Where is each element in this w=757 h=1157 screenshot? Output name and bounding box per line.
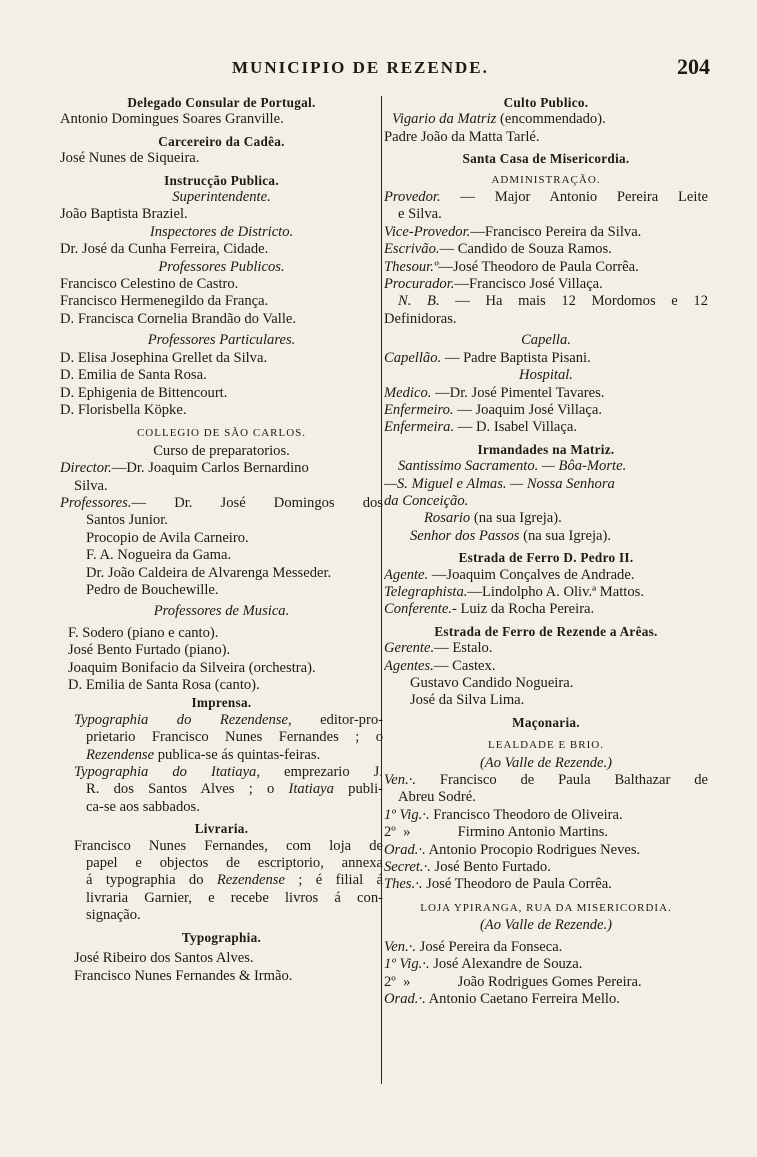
running-title: MUNICIPIO DE REZENDE. [232, 58, 489, 77]
nb-line [384, 293, 708, 310]
lodge-officer [384, 789, 708, 806]
college-course: Curso de preparatorios. [153, 442, 290, 459]
hospital-label: Hospital. [519, 367, 573, 384]
private-teacher: D. Emilia de Santa Rosa. [60, 367, 207, 384]
press-paper: Rezendense [86, 746, 155, 763]
treasurer-line [384, 259, 708, 276]
officer-role: Secret.·. [384, 859, 431, 876]
press-name: Typographia do Rezendense [74, 711, 288, 728]
private-teachers-label: Professores Particulares. [147, 332, 296, 349]
typography-heading: Typographia. [181, 929, 262, 945]
provedor-line-cont: e Silva. [398, 206, 442, 223]
professor: Procopio de Avila Carneiro. [86, 529, 249, 546]
press-text: publi- [333, 781, 383, 798]
college-heading: COLLEGIO DE SÃO CARLOS. [136, 427, 307, 440]
attorney-line [384, 276, 708, 293]
officer-name: João Rodrigues Gomes Pereira. [454, 973, 642, 990]
press-name: Typographia do Itatiaya [74, 764, 257, 781]
vice-name: —Francisco Pereira da Silva. [470, 223, 642, 240]
press-entry-cont: prietario Francisco Nunes Fernandes ; o [86, 729, 383, 746]
chaplain-name: — Padre Baptista Pisani. [441, 349, 591, 366]
left-column [60, 94, 383, 985]
lodge-officer [384, 956, 708, 973]
press-text: , emprezario J. [256, 764, 383, 781]
press-entry-cont: ca-se aos sabbados. [86, 798, 200, 815]
lodge-officer [384, 824, 708, 841]
lodge-officer [384, 859, 708, 876]
treasurer-role: Thesour.º [384, 258, 439, 275]
passos-name: Senhor dos Passos [410, 527, 520, 544]
lodge2-place: (Ao Valle de Rezende.) [479, 917, 613, 934]
bookshop-fragment: á typographia do [86, 872, 217, 889]
music-teacher: F. Sodero (piano e canto). [68, 624, 219, 641]
agent-line [384, 567, 708, 584]
lodge1-place: (Ao Valle de Rezende.) [479, 754, 613, 771]
manager-name: — Estalo. [434, 640, 493, 657]
masonry-heading: Maçonaria. [512, 714, 580, 730]
officer-name: Abreu Sodré. [398, 789, 476, 806]
press-entry [60, 764, 383, 781]
professor: Pedro de Bouchewille. [86, 581, 219, 598]
bookshop-text: papel e objectos de escriptorio, annexa [86, 855, 383, 872]
professor: F. A. Nogueira da Gama. [86, 547, 232, 564]
director-line [60, 460, 383, 477]
lodge-officer [384, 842, 708, 859]
press-paper: Itatiaya [288, 781, 334, 798]
bookshop-fragment: ; é filial á [284, 872, 383, 889]
bookshop-heading: Livraria. [194, 821, 249, 837]
director-role: Director. [60, 460, 112, 477]
lodge-officer [384, 939, 708, 956]
professor: Dr. João Caldeira de Alvarenga Messeder. [86, 564, 332, 581]
director-name: —Dr. Joaquim Carlos Bernardino [111, 460, 309, 477]
brotherhoods-text: da Conceição. [384, 492, 469, 509]
jailer-name: José Nunes de Siqueira. [60, 150, 200, 167]
consul-heading: Delegado Consular de Portugal. [127, 95, 316, 110]
doctor-name: —Dr. José Pimentel Tavares. [431, 384, 605, 401]
rosario-note: (na sua Igreja). [470, 510, 562, 527]
officer-name: José Pereira da Fonseca. [416, 938, 563, 955]
manager-line [384, 640, 708, 657]
private-teacher: D. Elisa Josephina Grellet da Silva. [60, 349, 268, 366]
nb-label: N. B. [398, 293, 440, 310]
agent-entry: José da Silva Lima. [410, 692, 525, 709]
nurse-m-role: Enfermeiro. [384, 401, 454, 418]
brotherhoods-text: —S. Miguel e Almas. — Nossa Senhora [384, 475, 615, 492]
treasurer-name: —José Theodoro de Paula Corrêa. [438, 258, 639, 275]
typography-entry: José Ribeiro dos Santos Alves. [74, 950, 254, 967]
telegraph-line [384, 584, 708, 601]
attorney-name: —Francisco José Villaça. [454, 276, 603, 293]
professors-name: — Dr. José Domingos dos [131, 494, 383, 511]
attorney-role: Procurador. [384, 276, 455, 293]
provedor-role: Provedor. [384, 189, 441, 206]
administration-label: ADMINISTRAÇÃO. [491, 173, 601, 186]
officer-role: Ven.·. [384, 772, 417, 789]
bookshop-paper: Rezendense [216, 872, 285, 889]
clerk-name: — Candido de Souza Ramos. [439, 241, 612, 258]
officer-name: José Bento Furtado. [430, 859, 551, 876]
public-teacher: Francisco Hermenegildo da França. [60, 293, 269, 310]
officer-name: Antonio Procopio Rodrigues Neves. [425, 841, 641, 858]
lodge-officer [384, 991, 708, 1008]
agents-role: Agentes. [384, 657, 434, 674]
music-teachers-label: Professores de Musica. [153, 603, 290, 620]
worship-heading: Culto Publico. [503, 95, 589, 110]
professors-role: Professores. [60, 494, 132, 511]
officer-name: José Theodoro de Paula Corrêa. [422, 876, 612, 893]
music-teacher: Joaquim Bonifacio da Silveira (orchestra). [68, 659, 316, 676]
press-text: R. dos Santos Alves ; o [86, 781, 289, 798]
chaplain-role: Capellão. [384, 349, 442, 366]
vice-role: Vice-Provedor. [384, 223, 471, 240]
vicar-name: Padre João da Matta Tarlé. [384, 128, 540, 145]
rosario-name: Rosario [424, 510, 471, 527]
passos-line [384, 528, 708, 545]
vicar-role: Vigario da Matriz [392, 111, 497, 128]
page-number: 204 [677, 54, 710, 79]
agent-entry: Gustavo Candido Nogueira. [410, 675, 574, 691]
checker-role: Conferente. [384, 601, 452, 618]
agents-name: — Castex. [433, 657, 496, 674]
officer-role: Orad.·. [384, 990, 426, 1007]
press-text: publica-se ás quintas-feiras. [154, 746, 321, 763]
private-teacher: D. Ephigenia de Bittencourt. [60, 384, 228, 401]
bookshop-text: Francisco Nunes Fernandes, com loja de [74, 837, 383, 854]
nurse-m-name: — Joaquim José Villaça. [453, 401, 602, 418]
clerk-line [384, 241, 708, 258]
officer-name: Antonio Caetano Ferreira Mello. [425, 990, 620, 1007]
nb-text: — Ha mais 12 Mordomos e 12 [439, 293, 708, 310]
education-heading: Instrucção Publica. [164, 172, 279, 188]
brotherhoods-text: Santissimo Sacramento. — Bôa-Morte. [398, 458, 627, 475]
music-teacher: José Bento Furtado (piano). [68, 642, 231, 659]
public-teacher: D. Francisca Cornelia Brandão do Valle. [60, 310, 297, 327]
superintendent-name: João Baptista Braziel. [60, 206, 188, 223]
typography-entry: Francisco Nunes Fernandes & Irmão. [74, 967, 293, 984]
inspectors-label: Inspectores de Districto. [149, 223, 294, 240]
nurse-f-name: — D. Isabel Villaça. [454, 419, 577, 436]
vice-provedor-line [384, 224, 708, 241]
inspector-name: Dr. José da Cunha Ferreira, Cidade. [60, 241, 269, 258]
jailer-heading: Carcereiro da Cadêa. [158, 133, 285, 149]
nurse-m-line [384, 402, 708, 419]
consul-name: Antonio Domingues Soares Granville. [60, 111, 284, 128]
bookshop-text [60, 872, 383, 889]
lodge2-name: LOJA YPIRANGA, RUA DA MISERICORDIA. [420, 901, 672, 914]
press-entry [60, 712, 383, 729]
brotherhoods-heading: Irmandades na Matriz. [477, 441, 615, 457]
press-entry-cont [60, 747, 383, 764]
nb-line-cont: Definidoras. [384, 310, 457, 327]
vicar-line [384, 111, 708, 128]
officer-role: 1º Vig.·. [384, 956, 430, 973]
officer-name: Francisco Theodoro de Oliveira. [429, 806, 623, 823]
officer-name: Firmino Antonio Martins. [454, 824, 609, 841]
bookshop-text: signação. [86, 907, 141, 924]
officer-role: Thes.·. [384, 876, 423, 893]
agent-role: Agente. [384, 566, 429, 583]
private-teacher: D. Florisbella Köpke. [60, 401, 187, 418]
superintendent-label: Superintendente. [172, 189, 271, 206]
chaplain-line [384, 350, 708, 367]
bookshop-text: livraria Garnier, e recebe livros á con- [86, 889, 383, 906]
telegraph-role: Telegraphista. [384, 583, 468, 600]
provedor-name: — Major Antonio Pereira Leite [440, 189, 708, 206]
manager-role: Gerente. [384, 640, 435, 657]
vicar-note: (encommendado). [496, 111, 606, 128]
lodge-officer [384, 772, 708, 789]
doctor-role: Medico. [384, 384, 432, 401]
rosario-line [384, 510, 708, 527]
passos-note: (na sua Igreja). [519, 527, 612, 544]
lodge-officer [384, 974, 708, 991]
public-teacher: Francisco Celestino de Castro. [60, 276, 239, 293]
page-header [150, 54, 710, 82]
press-entry-cont [60, 781, 383, 798]
chapel-label: Capella. [521, 332, 571, 349]
doctor-line [384, 385, 708, 402]
right-column [384, 94, 708, 1008]
officer-role: Ven.·. [384, 938, 417, 955]
agent-name: —Joaquim Conçalves de Andrade. [428, 566, 635, 583]
press-heading: Imprensa. [191, 695, 252, 711]
railway2-heading: Estrada de Ferro de Rezende a Arêas. [434, 623, 658, 639]
provedor-line [384, 189, 708, 206]
officer-role: 1º Vig.·. [384, 806, 430, 823]
press-text: , editor-pro- [287, 711, 383, 728]
lodge-officer [384, 876, 708, 893]
nurse-f-line [384, 419, 708, 436]
professors-line-cont: Santos Junior. [86, 512, 168, 529]
lodge1-name: LEALDADE E BRIO. [488, 739, 604, 752]
professors-line [60, 495, 383, 512]
checker-line [384, 601, 708, 618]
officer-name: José Alexandre de Souza. [429, 956, 583, 973]
agents-line [384, 658, 708, 675]
misericordia-heading: Santa Casa de Misericordia. [462, 151, 630, 167]
officer-name: Francisco de Paula Balthazar de [416, 772, 708, 789]
director-line-cont: Silva. [74, 477, 108, 494]
music-teacher: D. Emilia de Santa Rosa (canto). [68, 677, 260, 693]
public-teachers-label: Professores Publicos. [158, 258, 285, 275]
telegraph-name: —Lindolpho A. Oliv.ª Mattos. [467, 583, 644, 600]
lodge-officer [384, 807, 708, 824]
officer-role: 2º » [384, 824, 411, 841]
checker-name: - Luiz da Rocha Pereira. [451, 601, 595, 618]
nurse-f-role: Enfermeira. [384, 419, 455, 436]
officer-role: Orad.·. [384, 841, 426, 858]
officer-role: 2º » [384, 973, 411, 990]
clerk-role: Escrivão. [384, 241, 440, 258]
railway1-heading: Estrada de Ferro D. Pedro II. [458, 550, 634, 566]
